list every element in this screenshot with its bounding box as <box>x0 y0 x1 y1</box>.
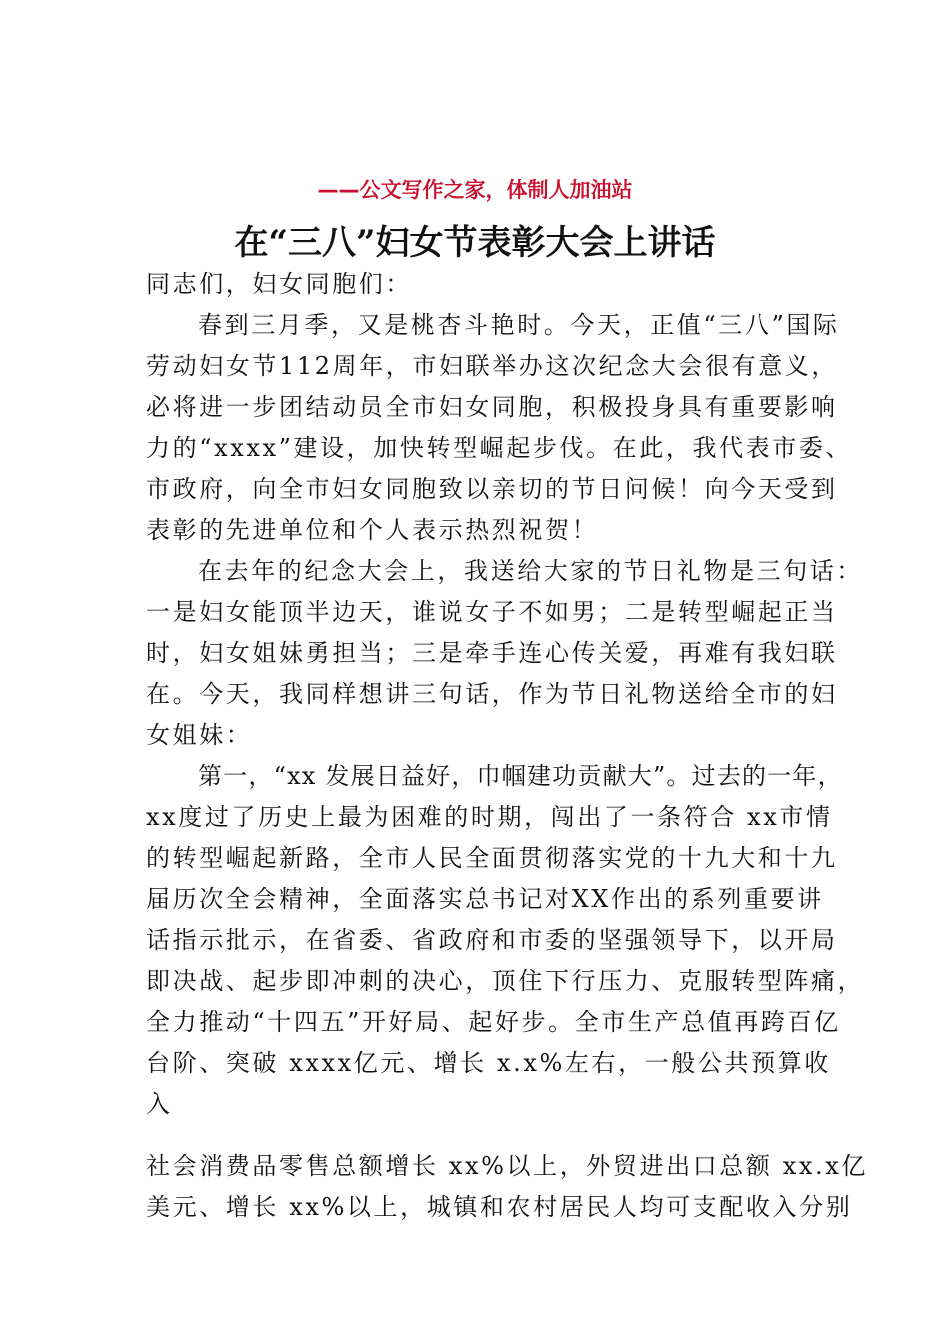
paragraph-line: 台阶、突破 xxxx亿元、增长 x.x%左右，一般公共预算收 <box>146 1049 831 1077</box>
paragraph-line: 的转型崛起新路，全市人民全面贯彻落实党的十九大和十九 <box>146 844 838 872</box>
paragraph-line: 即决战、起步即冲刺的决心，顶住下行压力、克服转型阵痛， <box>146 967 865 995</box>
paragraph-line: 在去年的纪念大会上，我送给大家的节日礼物是三句话： <box>198 557 863 585</box>
salutation-line: 同志们，妇女同胞们： <box>146 270 412 298</box>
document-title: 在“三八”妇女节表彰大会上讲话 <box>234 223 716 263</box>
document-tagline: ——公文写作之家，体制人加油站 <box>317 178 633 202</box>
document-body <box>146 264 868 1228</box>
paragraph-line: 市政府，向全市妇女同胞致以亲切的节日问候！向今天受到 <box>146 475 838 503</box>
paragraph-line: 力的“xxxx”建设，加快转型崛起步伐。在此，我代表市委、 <box>146 434 853 462</box>
paragraph-line: 劳动妇女节112周年，市妇联举办这次纪念大会很有意义， <box>146 352 839 380</box>
paragraph-line: 女姐妹： <box>146 721 253 749</box>
paragraph-line: 话指示批示，在省委、省政府和市委的坚强领导下，以开局 <box>146 926 838 954</box>
paragraph-line: 第一，“xx 发展日益好，巾帼建功贡献大”。过去的一年， <box>198 762 843 790</box>
paragraph-line: 必将进一步团结动员全市妇女同胞，积极投身具有重要影响 <box>146 393 838 421</box>
paragraph-line: xx度过了历史上最为困难的时期，闯出了一条符合 xx市情 <box>146 803 833 831</box>
paragraph-line: 入 <box>146 1090 173 1118</box>
paragraph-line: 届历次全会精神，全面落实总书记对XX作出的系列重要讲 <box>146 885 824 913</box>
paragraph-line: 时，妇女姐妹勇担当；三是牵手连心传关爱，再难有我妇联 <box>146 639 838 667</box>
paragraph-line: 春到三月季，又是桃杏斗艳时。今天，正值“三八”国际 <box>198 311 840 339</box>
paragraph-line: 一是妇女能顶半边天，谁说女子不如男；二是转型崛起正当 <box>146 598 838 626</box>
paragraph-line: 在。今天，我同样想讲三句话，作为节日礼物送给全市的妇 <box>146 680 838 708</box>
paragraph-line: 社会消费品零售总额增长 xx%以上，外贸进出口总额 xx.x亿 <box>146 1152 868 1180</box>
paragraph-gap <box>146 1125 808 1146</box>
paragraph-line: 美元、增长 xx%以上，城镇和农村居民人均可支配收入分别 <box>146 1193 853 1221</box>
paragraph-line: 全力推动“十四五”开好局、起好步。全市生产总值再跨百亿 <box>146 1008 841 1036</box>
paragraph-line: 表彰的先进单位和个人表示热烈祝贺！ <box>146 516 599 544</box>
